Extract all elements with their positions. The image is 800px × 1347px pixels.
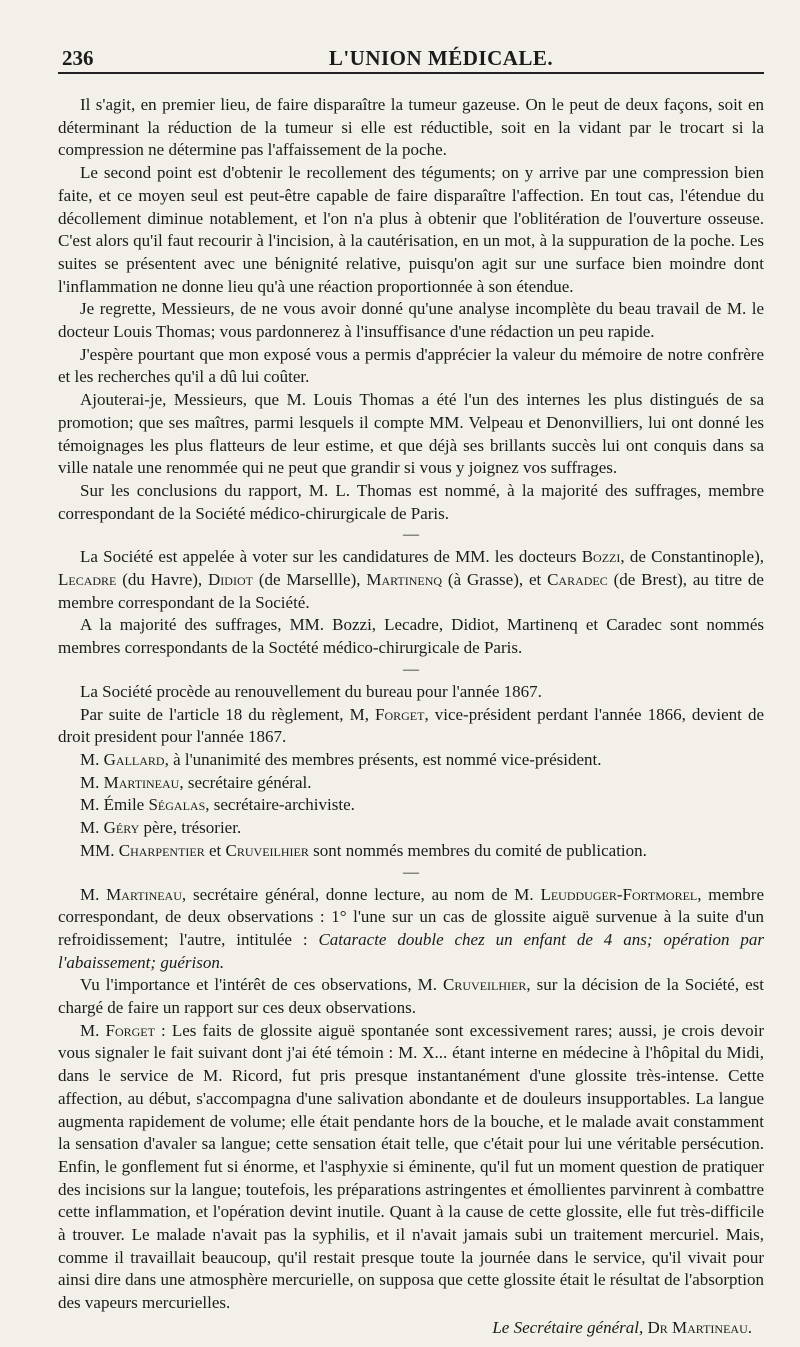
person-name: Martineau xyxy=(103,772,180,792)
paragraph: Il s'agit, en premier lieu, de faire disparaître la tumeur gazeuse. On le peut de deux façons, soit en déterminant la réduction de la tumeur si elle est réductible, soit en la vidant par le trocart si la compression ne détermine pas l'affaissement de la poche. xyxy=(58,95,764,160)
paragraph: A la majorité des suffrages, MM. Bozzi, Lecadre, Didiot, Martinenq et Caradec sont nommés membres correspondants de la Soctété médico-chirurgicale de Paris. xyxy=(58,615,764,658)
signature-title: Dr xyxy=(647,1317,668,1337)
text: Vu l'importance et l'intérêt de ces observations, M. xyxy=(80,975,444,995)
person-name: Leudduger-Fortmorel xyxy=(540,884,698,904)
person-name: Bozzi xyxy=(581,547,621,567)
paragraph xyxy=(58,1020,764,1315)
text: M. Émile xyxy=(80,795,149,815)
signature-role: Le Secrétaire général, xyxy=(492,1317,644,1337)
paragraph xyxy=(58,817,764,840)
person-name: Ségalas xyxy=(148,795,206,815)
text: sont nommés membres du comité de publication. xyxy=(308,840,647,860)
text: M. xyxy=(80,818,104,838)
person-name: Lecadre xyxy=(58,570,117,590)
text: La Société est appelée à voter sur les candidatures de MM. les docteurs xyxy=(80,547,582,567)
text: (du Havre), xyxy=(116,570,209,590)
paragraph xyxy=(58,974,764,1019)
text: , sur la décision de la Société, est chargé de faire un rapport sur ces deux observations. xyxy=(58,975,764,1018)
text: M. xyxy=(80,772,104,792)
person-name: Géry xyxy=(103,818,140,838)
text: , membre correspondant, de deux observations : 1° l'une sur un cas de glossite aiguë survenue à la suite d'un refroidissement; l'autre, intitulée : xyxy=(58,884,764,949)
text: MM. xyxy=(80,840,119,860)
observation-title: Cataracte double chez un enfant de 4 ans; opération par l'abaissement; guérison. xyxy=(58,929,764,972)
person-name: Charpentier xyxy=(118,840,205,860)
paragraph xyxy=(58,840,764,863)
text: : Les faits de glossite aiguë spontanée sont excessivement rares; aussi, je crois devoir vous signaler le fait suivant dont j'ai été témoin : M. X... étant interne en médecine à l'hôpital du Midi, dans le service de M. Ricord, fut pris presque instantanément d'une glossite très-intense. Cette affection, au début, s'accompagna d'une salivation abondante et de douleurs insupportables. La langue augmenta rapidement de volume; elle était pendante hors de la bouche, et le malade avait constamment la sensation d'avaler sa langue; cette sensation était telle, que c'était pour lui une véritable persécution. Enfin, le gonflement fut si énorme, et l'asphyxie si éminente, qu'il fut un moment question de pratiquer des incisions sur la langue; toutefois, les préparations astringentes et émollientes parvinrent à combattre cette inflammation, et l'opération devint inutile. Quant à la cause de cette glossite, elle fut très-difficile à trouver. Le malade n'avait pas la syphilis, et il n'avait jamais subi un traitement mercuriel. Mais, comme il travaillait beaucoup, qu'il restait presque toute la journée dans le service, qu'il vivait pour ainsi dire dans une atmosphère mercurielle, on supposa que cette glossite était le résultat de l'absorption des vapeurs mercurielles. xyxy=(58,1020,764,1313)
text: Par suite de l'article 18 du règlement, M, xyxy=(80,704,375,724)
paragraph xyxy=(58,704,764,749)
paragraph: Le second point est d'obtenir le recollement des téguments; on y arrive par une compression bien faite, et ce moyen seul est peut-être capable de faire disparaître l'affection. En tout cas, l'étendue du décollement diminue notablement, et l'on n'a plus à obtenir que l'oblitération de l'ouverture osseuse. C'est alors qu'il faut recourir à l'incision, à la cautérisation, en un mot, à la suppuration de la poche. Les suites se présentent avec une bénignité relative, puisqu'on agit sur une surface bien moindre dont l'inflammation ne donne lieu qu'à une réaction proportionnée à son étendue. xyxy=(58,163,764,296)
page-number: 236 xyxy=(62,46,94,70)
paragraph: Ajouterai-je, Messieurs, que M. Louis Thomas a été l'un des internes les plus distingués de sa promotion; que ses maîtres, parmi lesquels il compte MM. Velpeau et Denonvilliers, lui ont donné les témoignages les plus flatteurs de leur estime, et que déjà ses brillants succès lui ont conquis dans sa ville natale une renommée qui ne peut que grandir si vous y joignez vos suffrages. xyxy=(58,390,764,478)
text: père, trésorier. xyxy=(139,818,242,838)
person-name: Forget xyxy=(105,1020,155,1040)
signature xyxy=(58,1317,764,1340)
text: (de Marsellle), xyxy=(252,570,367,590)
paragraph xyxy=(58,794,764,817)
paragraph xyxy=(58,749,764,772)
person-name: Forget xyxy=(375,704,425,724)
article-body xyxy=(58,94,764,1340)
running-title: L'UNION MÉDICALE. xyxy=(328,46,554,70)
text: (de Brest), au titre de membre correspondant de la Société. xyxy=(58,570,764,612)
person-name: Martinenq xyxy=(366,570,443,590)
person-name: Martineau xyxy=(106,884,182,904)
text: , vice-président perdant l'année 1866, devient de droit president pour l'année 1867. xyxy=(58,704,764,747)
paragraph: Sur les conclusions du rapport, M. L. Thomas est nommé, à la majorité des suffrages, membre correspondant de la Société médico-chirurgicale de Paris. xyxy=(58,480,764,523)
text: , à l'unanimité des membres présents, est nommé vice-président. xyxy=(164,749,602,769)
person-name: Cruveilhier xyxy=(443,975,527,995)
signature-name: Martineau. xyxy=(672,1317,752,1337)
person-name: Caradec xyxy=(547,570,608,590)
text: M. xyxy=(80,1020,106,1040)
paragraph: J'espère pourtant que mon exposé vous a permis d'apprécier la valeur du mémoire de notre confrère et les recherches qu'il a dû lui coûter. xyxy=(58,344,764,387)
text: , secrétaire général. xyxy=(179,772,312,792)
text: M. xyxy=(80,749,104,769)
text: , secrétaire général, donne lecture, au nom de M. xyxy=(181,884,541,904)
page-header xyxy=(58,40,764,74)
section-separator: — xyxy=(403,660,419,678)
person-name: Cruveilhier xyxy=(225,840,309,860)
person-name: Didiot xyxy=(208,570,253,590)
text: , secrétaire-archiviste. xyxy=(205,795,355,815)
paragraph: Je regrette, Messieurs, de ne vous avoir donné qu'une analyse incomplète du beau travail de M. le docteur Louis Thomas; vous pardonnerez à l'insuffisance d'une rédaction un peu rapide. xyxy=(58,299,764,342)
text: , de Constantinople), xyxy=(620,547,764,567)
paragraph xyxy=(58,884,764,975)
section-separator: — xyxy=(403,863,419,881)
text: et xyxy=(204,840,226,860)
text: M. xyxy=(80,884,107,904)
person-name: Gallard xyxy=(103,749,165,769)
paragraph xyxy=(58,772,764,795)
paragraph: La Société procède au renouvellement du bureau pour l'année 1867. xyxy=(80,681,542,701)
paragraph xyxy=(58,546,764,614)
text: (à Grasse), et xyxy=(442,570,548,590)
section-separator: — xyxy=(403,526,419,544)
